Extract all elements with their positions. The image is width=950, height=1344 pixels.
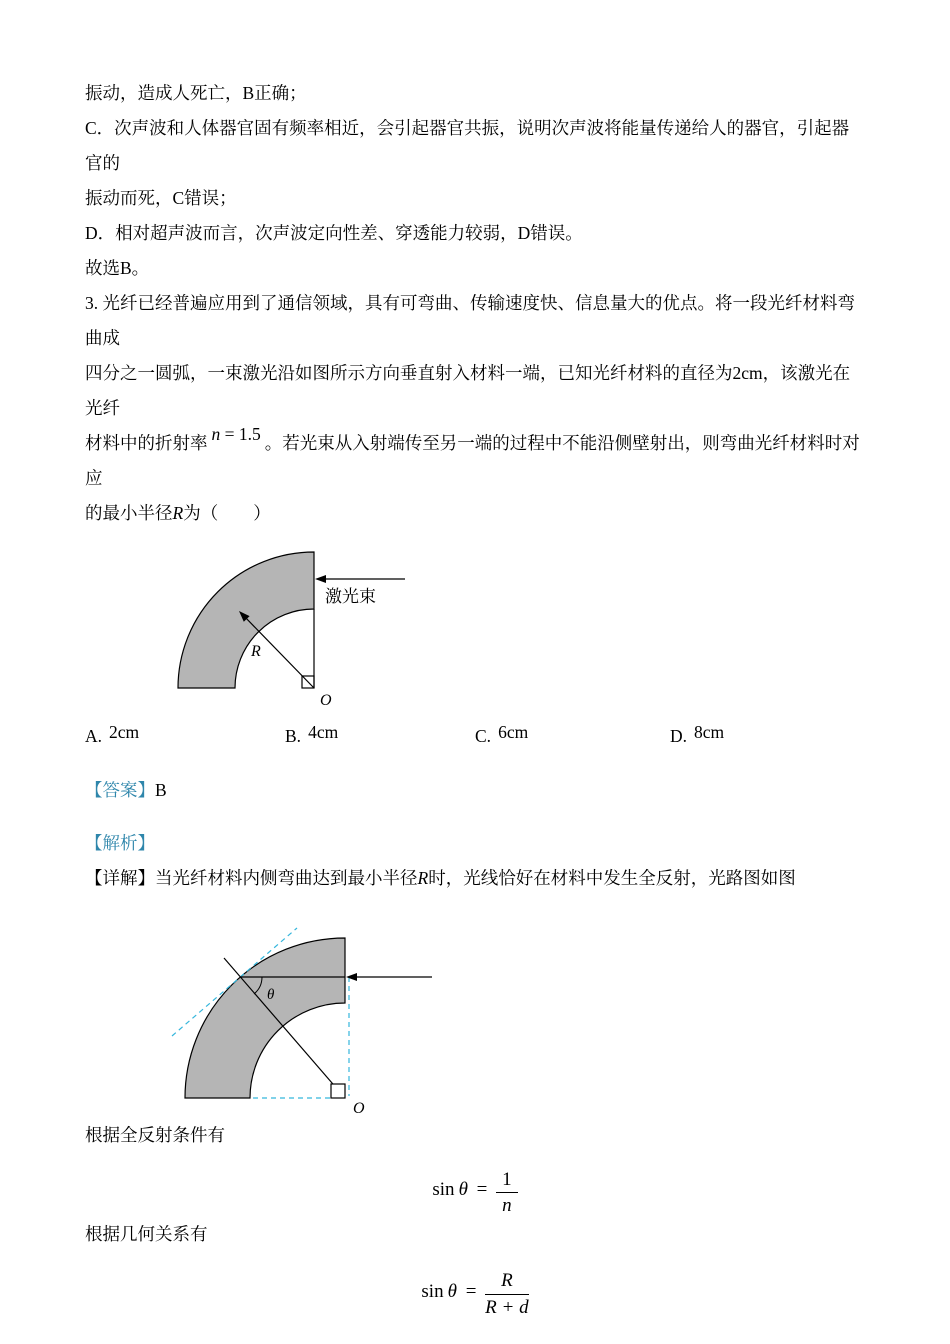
detail-line	[85, 861, 865, 896]
light-path-svg	[87, 906, 467, 1118]
option-value: 8cm	[694, 722, 725, 742]
radius-label: R	[251, 643, 261, 660]
theta-variable: θ	[447, 1281, 457, 1303]
denominator: n	[502, 1195, 512, 1217]
explanation-line-b: 振动，造成人死亡，B正确；	[85, 83, 307, 103]
stem-text: 的最小半径	[85, 503, 173, 523]
stem-text: 为（ ）	[183, 503, 271, 523]
stem-text: ，该激光在光纤	[85, 363, 851, 418]
formula-total-internal-reflection	[85, 1169, 865, 1218]
fiber-diagram-svg	[87, 549, 407, 711]
theta-label: θ	[267, 986, 275, 1003]
explanation-line-c1: C．次声波和人体器官固有频率相近，会引起器官共振，说明次声波将能量传递给人的器官，引起器官的	[85, 118, 850, 173]
stem-text: 。若光束从入射端传至另一端的过程中不能沿侧壁射出，则弯曲光纤材料时对应	[85, 433, 860, 488]
answer-value: B	[155, 780, 167, 800]
refractive-index-formula: n = 1.5	[211, 424, 261, 444]
option-value: 6cm	[498, 722, 529, 742]
condition-text-1: 根据全反射条件有	[85, 1124, 225, 1145]
option-value: 2cm	[109, 722, 140, 742]
diameter-value: 2cm	[732, 363, 763, 383]
question3-stem-line2	[85, 356, 865, 426]
option-a	[85, 723, 285, 749]
option-letter: A.	[85, 726, 103, 746]
formula	[430, 1168, 519, 1217]
option-value: 4cm	[308, 722, 339, 742]
radius-symbol: R	[172, 503, 184, 523]
analysis-marker: 【解析】	[85, 832, 155, 853]
option-c	[475, 723, 670, 749]
explanation-choose: 故选B。	[85, 258, 150, 278]
laser-beam-label: 激光束	[325, 587, 376, 606]
denominator: R + d	[485, 1297, 529, 1319]
option-letter: D.	[670, 726, 688, 746]
question3-stem-line3	[85, 426, 865, 496]
entry-arrowhead	[346, 973, 357, 981]
center-o-label: O	[353, 1099, 365, 1117]
analysis-line	[85, 826, 865, 861]
fraction	[496, 1169, 518, 1218]
question3-stem-line4	[85, 496, 865, 531]
sin-function: sin	[421, 1281, 444, 1303]
radius-symbol: R	[417, 867, 429, 888]
numerator: R	[485, 1270, 528, 1295]
detail-text: 时，光线恰好在材料中发生全反射，光路图如图	[428, 867, 796, 888]
option-letter: C.	[475, 726, 492, 746]
question3-stem-line1: 3. 光纤已经普遍应用到了通信领域，具有可弯曲、传输速度快、信息量大的优点。将一段光纤材料弯曲成	[85, 293, 855, 348]
condition-text-2: 根据几何关系有	[85, 1224, 208, 1245]
formula	[419, 1270, 530, 1319]
stem-text: 四分之一圆弧，一束激光沿如图所示方向垂直射入材料一端，已知光纤材料的直径为	[85, 363, 733, 383]
theta-variable: θ	[458, 1179, 468, 1201]
stem-text: 材料中的折射率	[85, 433, 208, 453]
answer-marker: 【答案】	[85, 780, 155, 800]
option-b	[285, 723, 475, 749]
option-d	[670, 723, 724, 749]
equals-sign: =	[476, 1179, 488, 1201]
options-row	[85, 723, 865, 749]
option-letter: B.	[285, 726, 302, 746]
quarter-annulus-shape	[185, 938, 345, 1098]
explanation-line-c2: 振动而死，C错误；	[85, 188, 237, 208]
figure-fiber-question	[87, 549, 865, 711]
numerator: 1	[496, 1169, 518, 1194]
figure-light-path	[87, 906, 865, 1118]
explanation-line-d: D．相对超声波而言，次声波定向性差、穿透能力较弱，D错误。	[85, 223, 583, 243]
detail-text: 【详解】当光纤材料内侧弯曲达到最小半径	[85, 867, 418, 888]
fraction	[485, 1270, 528, 1319]
right-angle-marker	[331, 1084, 345, 1098]
laser-arrowhead	[315, 575, 326, 583]
formula-geometry	[85, 1270, 865, 1319]
answer-line	[85, 773, 865, 808]
equals-sign: =	[465, 1281, 477, 1303]
center-o-label: O	[320, 692, 332, 709]
sin-function: sin	[432, 1179, 455, 1201]
